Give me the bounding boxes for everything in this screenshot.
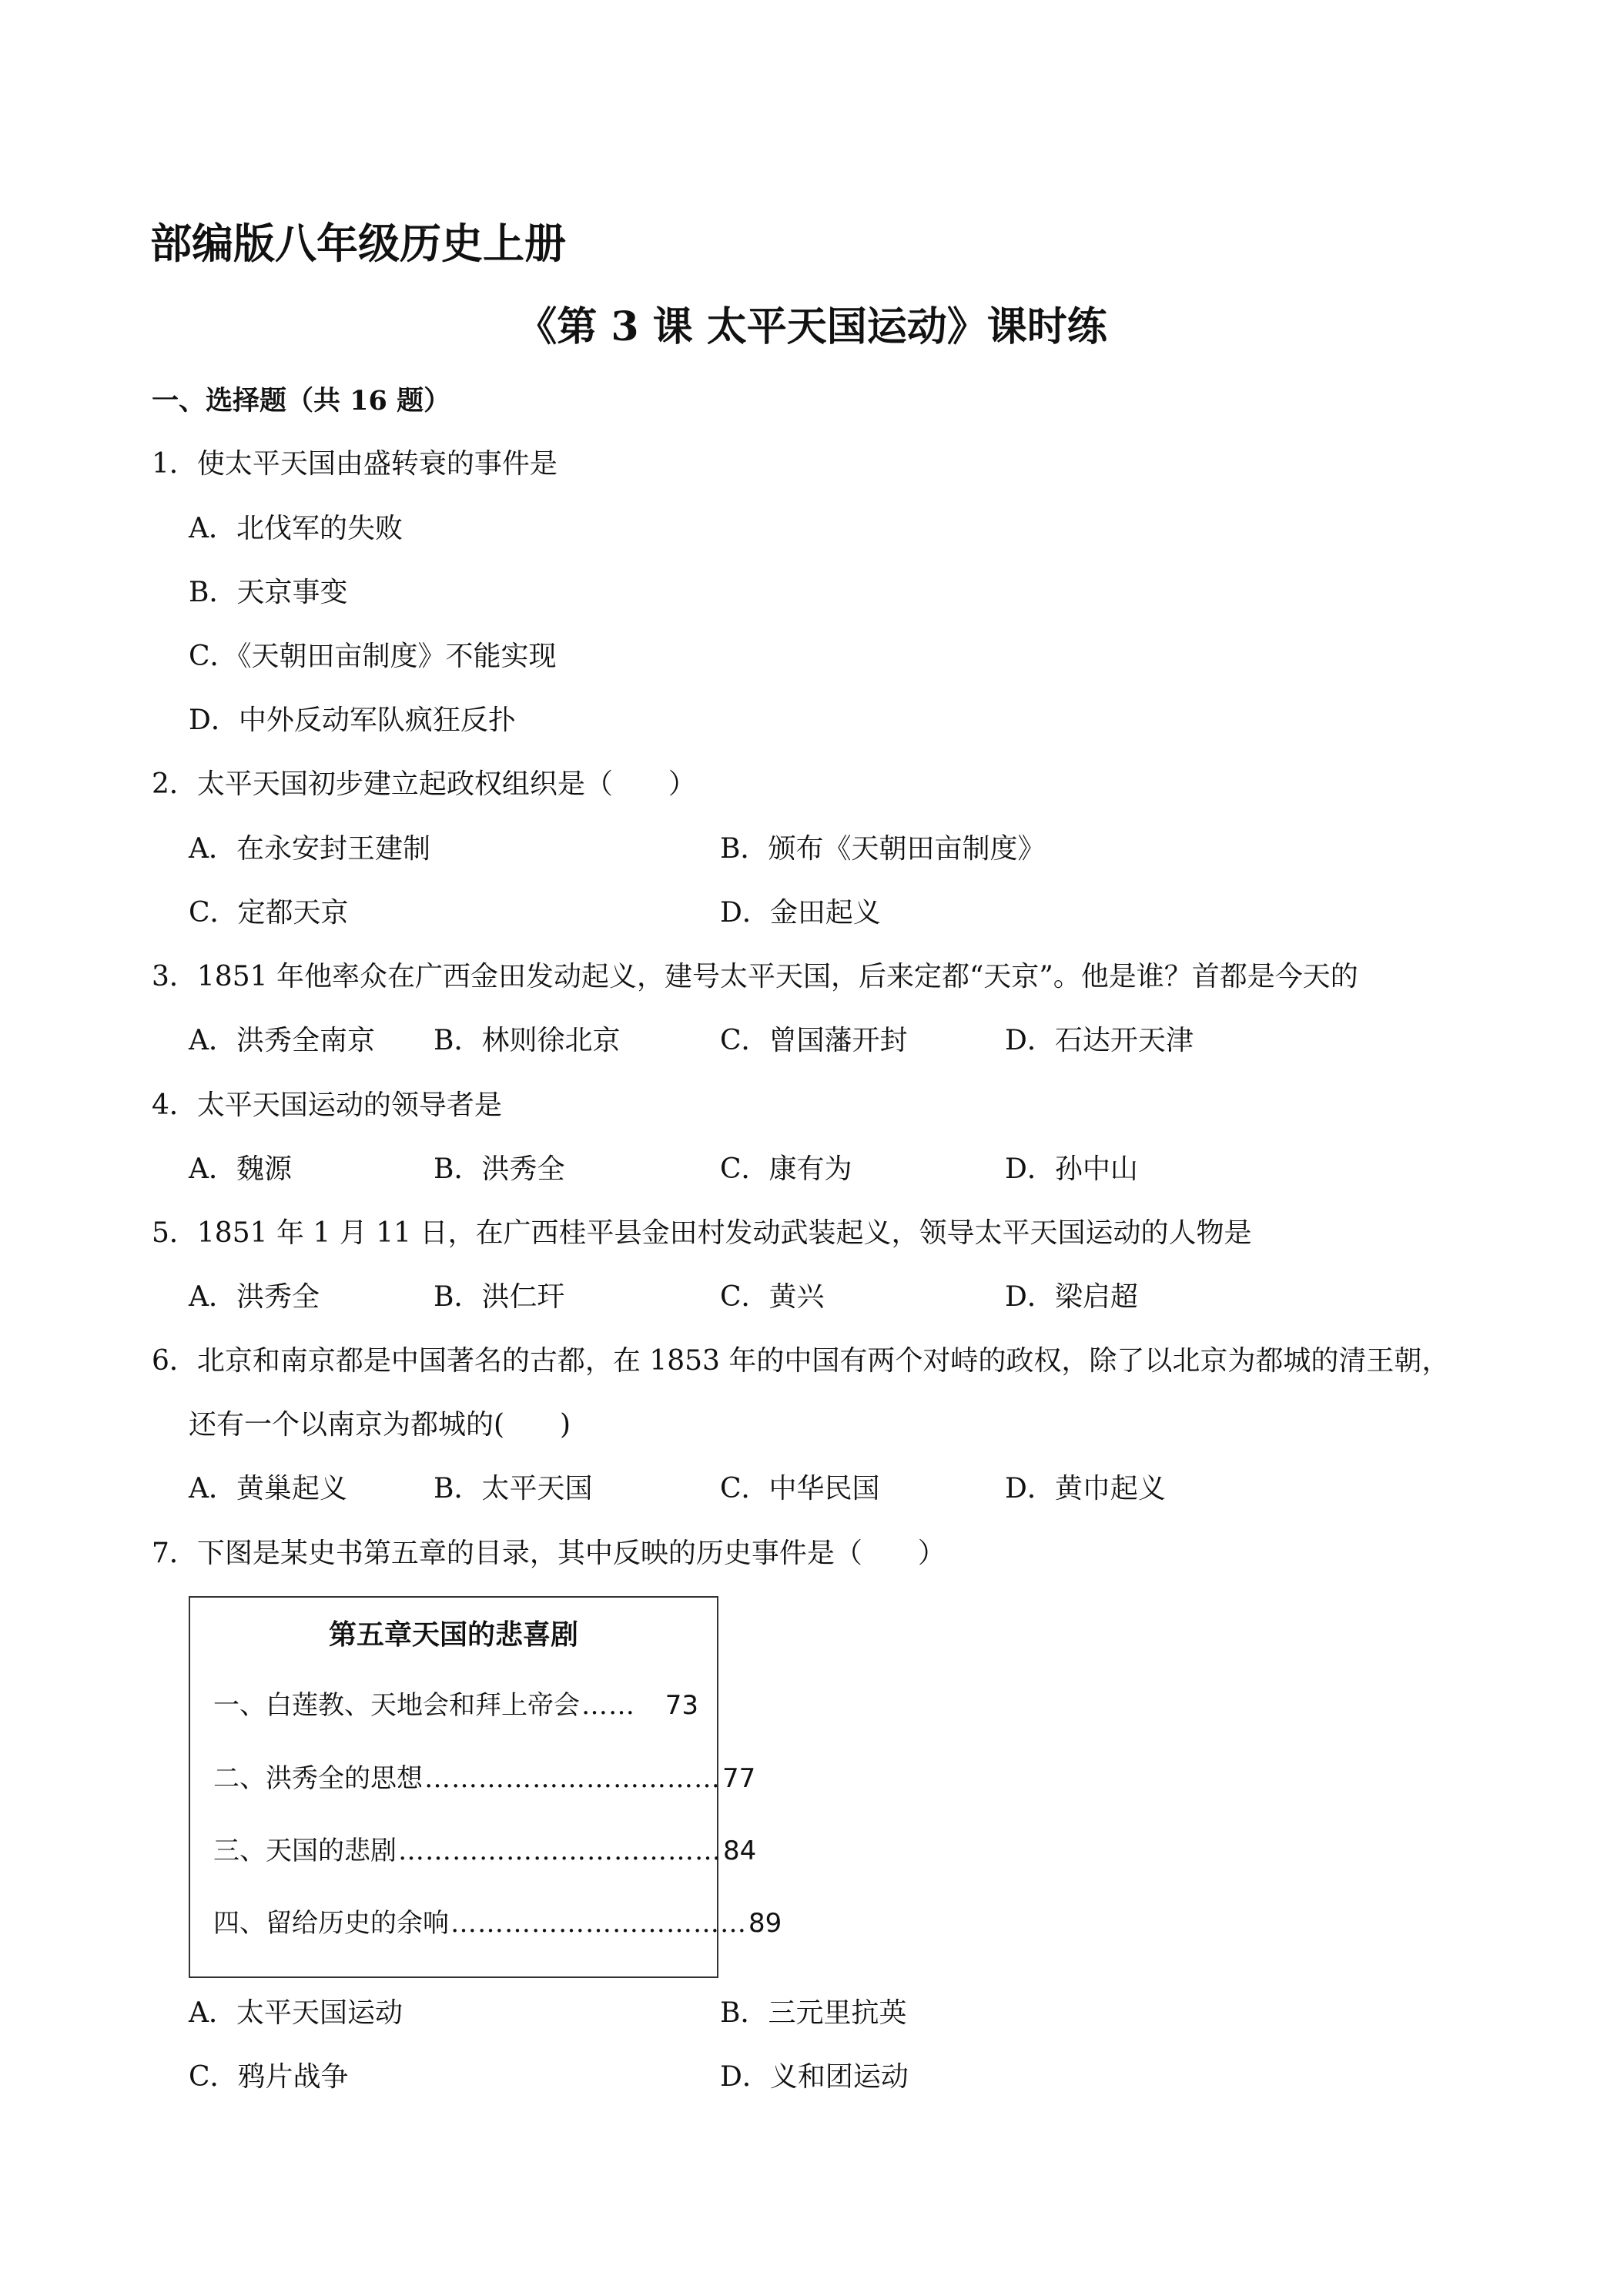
section-heading: 一、选择题（共 16 题）	[152, 385, 451, 417]
question-6-stem: 6．北京和南京都是中国著名的古都，在 1853 年的中国有两个对峙的政权，除了以北京为都城的清王朝，	[152, 1345, 1450, 1377]
question-1-option-a: A．北伐军的失败	[189, 513, 403, 544]
toc-row-text: 一、白莲教、天地会和拜上帝会	[213, 1690, 580, 1721]
toc-row	[213, 1904, 782, 1943]
question-2-stem: 2．太平天国初步建立起政权组织是（ ）	[152, 768, 696, 800]
question-3-option-a: A．洪秀全南京	[189, 1025, 375, 1056]
toc-row-leader: ……………………………	[450, 1908, 747, 1939]
question-3-option-b: B．林则徐北京	[434, 1025, 621, 1056]
page-title: 部编版八年级历史上册	[150, 219, 566, 268]
toc-row-text: 四、留给历史的余响	[213, 1908, 449, 1939]
question-6-option-a: A．黄巢起义	[189, 1473, 347, 1504]
question-5-option-b: B．洪仁玕	[434, 1281, 565, 1313]
lesson-title: 《第 3 课 太平天国运动》课时练	[517, 303, 1107, 350]
toc-row-page: 73	[665, 1690, 698, 1721]
question-6-stem-continued: 还有一个以南京为都城的( )	[189, 1409, 571, 1441]
question-6-option-b: B．太平天国	[434, 1473, 593, 1504]
toc-row-page: 89	[748, 1908, 782, 1939]
question-7-option-b: B．三元里抗英	[720, 1997, 907, 2029]
question-2-option-c: C．定都天京	[189, 897, 349, 929]
question-7-option-c: C．鸦片战争	[189, 2061, 349, 2093]
question-7-option-a: A．太平天国运动	[189, 1997, 403, 2029]
question-2-option-a: A．在永安封王建制	[189, 833, 430, 865]
toc-row-text: 三、天国的悲剧	[213, 1836, 397, 1866]
table-of-contents-figure	[189, 1596, 782, 1978]
toc-row-leader: ……	[581, 1690, 635, 1721]
toc-row-text: 二、洪秀全的思想	[213, 1763, 423, 1794]
question-5-option-c: C．黄兴	[720, 1281, 825, 1313]
question-2-option-b: B．颁布《天朝田亩制度》	[720, 833, 1046, 865]
question-4-stem: 4．太平天国运动的领导者是	[152, 1089, 502, 1121]
question-7-stem: 7．下图是某史书第五章的目录，其中反映的历史事件是（ ）	[152, 1538, 946, 1569]
question-1-stem: 1．使太平天国由盛转衰的事件是	[152, 448, 558, 480]
toc-row-page: 84	[723, 1836, 757, 1866]
toc-title: 第五章天国的悲喜剧	[328, 1619, 578, 1651]
question-4-option-b: B．洪秀全	[434, 1153, 565, 1185]
question-3-stem: 3．1851 年他率众在广西金田发动起义，建号太平天国，后来定都“天京”。他是谁？首都是今天的	[152, 961, 1358, 992]
toc-row-leader: ………………………………	[398, 1836, 722, 1866]
question-3-option-d: D．石达开天津	[1005, 1025, 1194, 1056]
question-5-option-a: A．洪秀全	[189, 1281, 320, 1313]
question-4-option-c: C．康有为	[720, 1153, 852, 1185]
question-5-option-d: D．梁启超	[1005, 1281, 1138, 1313]
toc-row	[213, 1759, 756, 1798]
question-5-stem: 5．1851 年 1 月 11 日，在广西桂平县金田村发动武装起义，领导太平天国运动的人物是	[152, 1217, 1252, 1249]
question-3-option-c: C．曾国藩开封	[720, 1025, 908, 1056]
question-1-option-c: C．《天朝田亩制度》不能实现	[189, 641, 557, 672]
toc-row-leader: ……………………………	[424, 1763, 721, 1794]
question-2-option-d: D．金田起义	[720, 897, 881, 929]
toc-row	[213, 1832, 757, 1870]
question-1-option-b: B．天京事变	[189, 577, 348, 608]
question-6-option-c: C．中华民国	[720, 1473, 880, 1504]
question-7-option-d: D．义和团运动	[720, 2061, 909, 2093]
toc-row-page: 77	[722, 1763, 756, 1794]
question-6-option-d: D．黄巾起义	[1005, 1473, 1166, 1504]
toc-row	[213, 1686, 698, 1725]
question-1-option-d: D．中外反动军队疯狂反扑	[189, 705, 516, 736]
question-4-option-a: A．魏源	[189, 1153, 292, 1185]
question-4-option-d: D．孙中山	[1005, 1153, 1138, 1185]
